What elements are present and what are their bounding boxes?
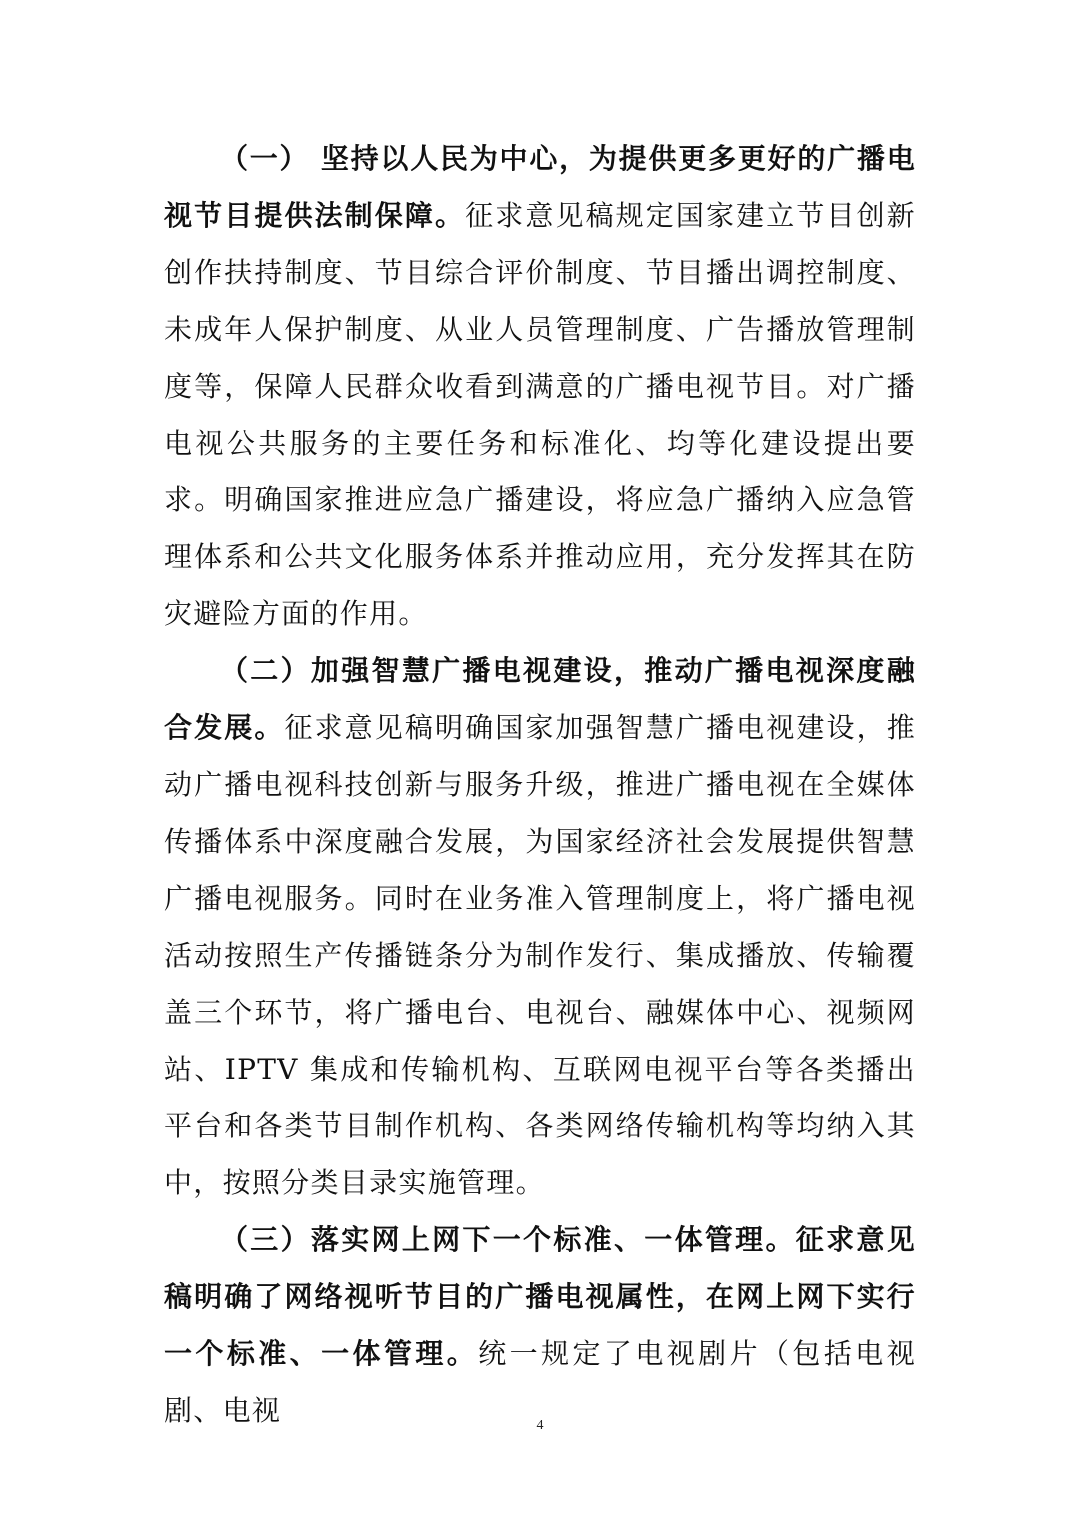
paragraph-2-body: 征求意见稿明确国家加强智慧广播电视建设，推动广播电视科技创新与服务升级，推进广播电视在全媒体传播体系中深度融合发展，为国家经济社会发展提供智慧广播电视服务。同时在业务准入管理制度上，将广播电视活动按照生产传播链条分为制作发行、集成播放、传输覆盖三个环节，将广播电台、电视台、融媒体中心、视频网站、IPTV 集成和传输机构、互联网电视平台等各类播出平台和各类节目制作机构、各类网络传输机构等均纳入其中，按照分类目录实施管理。 — [164, 711, 916, 1200]
paragraph-2 — [164, 643, 916, 1212]
paragraph-3-body: 统一规定了电视剧片（包括电视剧、电视 — [164, 1337, 916, 1427]
paragraph-3-heading: （三）落实网上网下一个标准、一体管理。征求意见稿明确了网络视听节目的广播电视属性，在网上网下实行一个标准、一体管理。 — [164, 1223, 916, 1371]
paragraph-1 — [164, 131, 916, 643]
paragraph-3 — [164, 1212, 916, 1440]
paragraph-1-body: 征求意见稿规定国家建立节目创新创作扶持制度、节目综合评价制度、节目播出调控制度、未成年人保护制度、从业人员管理制度、广告播放管理制度等，保障人民群众收看到满意的广播电视节目。对广播电视公共服务的主要任务和标准化、均等化建设提出要求。明确国家推进应急广播建设，将应急广播纳入应急管理体系和公共文化服务体系并推动应用，充分发挥其在防灾避险方面的作用。 — [164, 198, 916, 631]
document-page — [164, 131, 916, 1440]
page-number: 4 — [536, 1418, 544, 1433]
paragraph-2-heading: （二）加强智慧广播电视建设，推动广播电视深度融合发展。 — [164, 654, 916, 745]
paragraph-1-heading: （一） 坚持以人民为中心，为提供更多更好的广播电视节目提供法制保障。 — [164, 142, 916, 232]
